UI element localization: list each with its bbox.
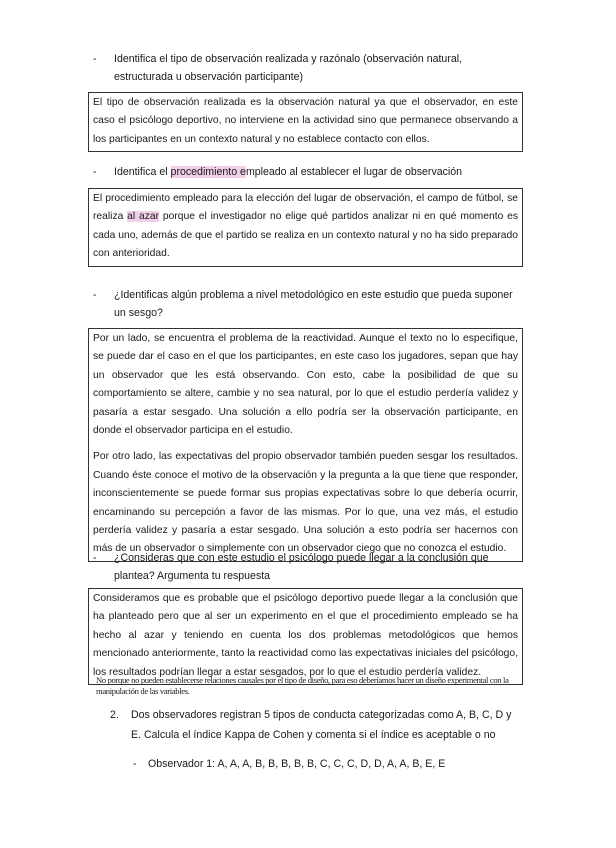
answer-box-3: [88, 328, 523, 562]
exercise-2-text: Dos observadores registran 5 tipos de conducta categorizadas como A, B, C, D y E. Calcula el índice Kappa de Cohen y comenta si el índice es aceptable o no: [131, 709, 512, 741]
highlight: procedimiento e: [170, 166, 246, 178]
bullet-dash: -: [93, 552, 97, 564]
bullet-dash: -: [133, 758, 137, 770]
question-2: [93, 163, 523, 181]
exercise-number: 2.: [110, 709, 119, 721]
bullet-dash: -: [93, 289, 97, 301]
question-3-text: ¿Identificas algún problema a nivel metodológico en este estudio que pueda suponer un sesgo?: [114, 289, 513, 319]
bullet-dash: -: [93, 53, 97, 65]
observer-1-line: [133, 755, 523, 773]
answer-4-text: Consideramos que es probable que el psicólogo deportivo puede llegar a la conclusión que ha planteado pero que al ser un experimento en el que el procedimiento empleado se ha hecho al azar y teniendo en cuenta los dos problemas metodológicos que hemos mencionado anteriormente, tanto la reactividad como las expectativas iniciales del psicólogo, los resultados podrían llegar a estar sesgados, por lo que el estudio perdería validez.: [93, 593, 518, 678]
answer-box-4: [88, 588, 523, 685]
highlight: al azar: [127, 211, 160, 223]
answer-box-1: [88, 92, 523, 152]
answer-1-text: El tipo de observación realizada es la observación natural ya que el observador, en este caso el psicólogo deportivo, no interviene en la actividad sino que permanece observando a los participantes en un contexto natural y no establece contacto con ellos.: [93, 97, 518, 145]
answer-box-2: [88, 188, 523, 267]
question-1-text: Identifica el tipo de observación realizada y razónalo (observación natural, estructurada u observación participante): [114, 53, 463, 83]
answer-2-text: El procedimiento empleado para la elección del lugar de observación, el campo de fútbol, se realiza al azar porque el investigador no elige qué partidos analizar ni en qué momento es cada uno, además de que el partido se realiza en un contexto natural y no ha sido preparado con anterioridad.: [93, 193, 518, 260]
question-4-text: ¿Consideras que con este estudio el psicólogo puede llegar a la conclusión que plantea? Argumenta tu respuesta: [114, 552, 489, 582]
exercise-2: [110, 705, 522, 745]
question-4: [93, 549, 523, 585]
observer-1-text: Observador 1: A, A, A, B, B, B, B, B, C, C, C, D, D, A, A, B, E, E: [148, 758, 446, 770]
bullet-dash: -: [93, 166, 97, 178]
answer-3-paragraph-1: Por un lado, se encuentra el problema de la reactividad. Aunque el texto no lo especifique, se puede dar el caso en el que los participantes, en este caso los jugadores, sepan que hay un observador que les está observando. Con esto, cabe la posibilidad de que su comportamiento se altere, cambie y no sea natural, por lo que el estudio perdería validez y pasaría a estar sesgado. Una solución a ello podría ser la observación participante, en donde el observador participa en el estudio.: [93, 333, 518, 437]
question-2-text: Identifica el procedimiento empleado al establecer el lugar de observación: [114, 166, 463, 178]
answer-3-paragraph-2: Por otro lado, las expectativas del propio observador también pueden sesgar los resultados. Cuando éste conoce el motivo de la observación y la pregunta a la que tiene que responder, inconscientemente se puede formar sus propias expectativas sobre lo que debería ocurrir, encaminando su percepción a favor de las mismas. Por lo que, una vez más, el estudio perdería validez y pasaría a estar sesgado. Una solución a esto podría ser hacernos con más de un observador o simplemente con un observador ciego que no conozca el estudio.: [93, 451, 518, 555]
question-3: [93, 286, 523, 322]
question-1: [93, 50, 523, 86]
handwritten-note: No porque no pueden establecerse relaciones causales por el tipo de diseño, para eso deberíamos hacer un diseño experimental con la manipulación de las variables.: [96, 675, 509, 696]
